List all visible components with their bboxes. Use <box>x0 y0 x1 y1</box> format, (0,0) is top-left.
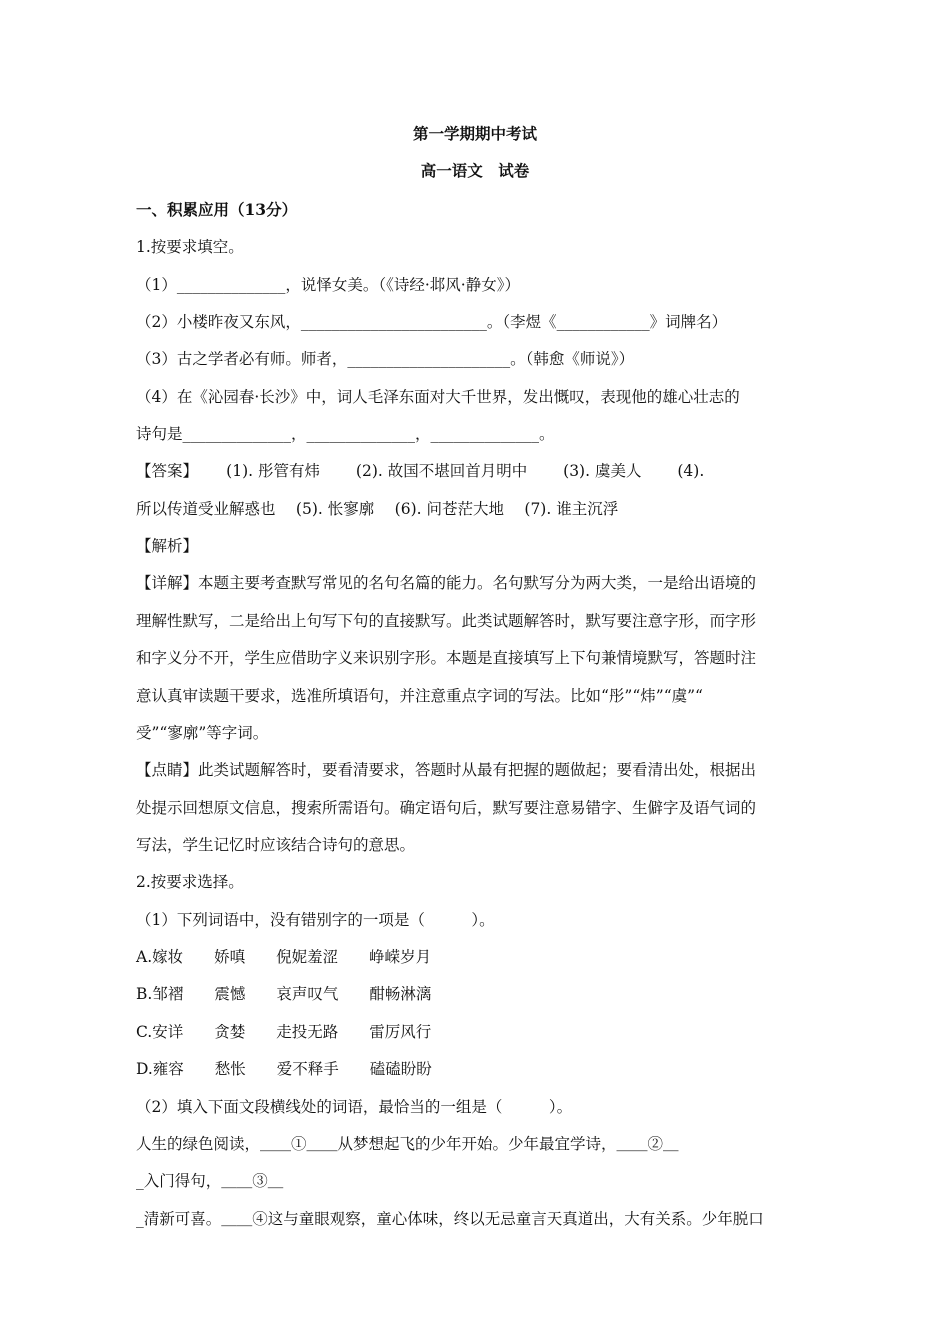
q1-detail-5: 受”“寥廓”等字词。 <box>136 724 269 742</box>
q2-passage-3: _清新可喜。＿＿④这与童眼观察，童心体味，终以无忌童言天真道出，大有关系。少年脱口 <box>136 1210 764 1228</box>
q1-tip-2: 处提示回想原文信息，搜索所需语句。确定语句后，默写要注意易错字、生僻字及语气词的 <box>136 799 757 817</box>
exam-subtitle: 高一语文 试卷 <box>420 161 530 180</box>
q1-detail-1: 【详解】本题主要考查默写常见的名句名篇的能力。名句默写分为两大类，一是给出语境的 <box>136 574 757 592</box>
q2-option-a: A.嫁妆 娇嗔 倪妮羞涩 峥嵘岁月 <box>136 948 432 966</box>
q1-answer-b: 所以传道受业解惑也 (5). 怅寥廓 (6). 问苍茫大地 (7). 谁主沉浮 <box>136 500 619 518</box>
q1-detail-2: 理解性默写，二是给出上句写下句的直接默写。此类试题解答时，默写要注意字形，而字形 <box>136 612 757 630</box>
q2-option-b: B.邹褶 震憾 哀声叹气 酣畅淋漓 <box>136 985 432 1003</box>
q2-item-1: （1）下列词语中，没有错别字的一项是（ ）。 <box>136 911 495 929</box>
q2-option-c: C.安详 贪婪 走投无路 雷厉风行 <box>136 1023 432 1041</box>
q1-item-3: （3）古之学者必有师。师者，_____________________。（韩愈《师说》） <box>136 350 635 368</box>
q2-item-2: （2）填入下面文段横线处的词语，最恰当的一组是（ ）。 <box>136 1098 573 1116</box>
q2-passage-2: _入门得句，＿＿③＿ <box>136 1172 284 1190</box>
q2-stem: 2.按要求选择。 <box>136 873 244 891</box>
q1-tip-1: 【点睛】此类试题解答时，要看清要求，答题时从最有把握的题做起；要看清出处，根据出 <box>136 761 757 779</box>
q1-detail-4: 意认真审读题干要求，选准所填语句，并注意重点字词的写法。比如“彤”“炜”“虞”“ <box>136 687 703 705</box>
q1-item-4b: 诗句是______________，______________，______________。 <box>136 425 555 443</box>
q1-analysis-label: 【解析】 <box>136 537 199 555</box>
q2-passage-1: 人生的绿色阅读，＿＿①＿＿从梦想起飞的少年开始。少年最宜学诗，＿＿②＿ <box>136 1135 679 1153</box>
q1-item-2: （2）小楼昨夜又东风，________________________。（李煜《____________》词牌名） <box>136 313 728 331</box>
q2-option-d: D.雍容 愁怅 爱不释手 磕磕盼盼 <box>136 1060 432 1078</box>
q1-answer-a: 【答案】 (1). 彤管有炜 (2). 故国不堪回首月明中 (3). 虞美人 (4). <box>136 462 705 480</box>
q1-detail-3: 和字义分不开，学生应借助字义来识别字形。本题是直接填写上下句兼情境默写，答题时注 <box>136 649 757 667</box>
exam-title: 第一学期期中考试 <box>412 124 537 143</box>
q1-item-1: （1）______________，说怿女美。（《诗经·邶风·静女》） <box>136 276 520 294</box>
section-heading: 一、积累应用（13分） <box>136 200 298 219</box>
q1-tip-3: 写法，学生记忆时应该结合诗句的意思。 <box>136 836 416 854</box>
q1-stem: 1.按要求填空。 <box>136 238 244 256</box>
q1-item-4a: （4）在《沁园春·长沙》中，词人毛泽东面对大千世界，发出慨叹，表现他的雄心壮志的 <box>136 388 740 406</box>
